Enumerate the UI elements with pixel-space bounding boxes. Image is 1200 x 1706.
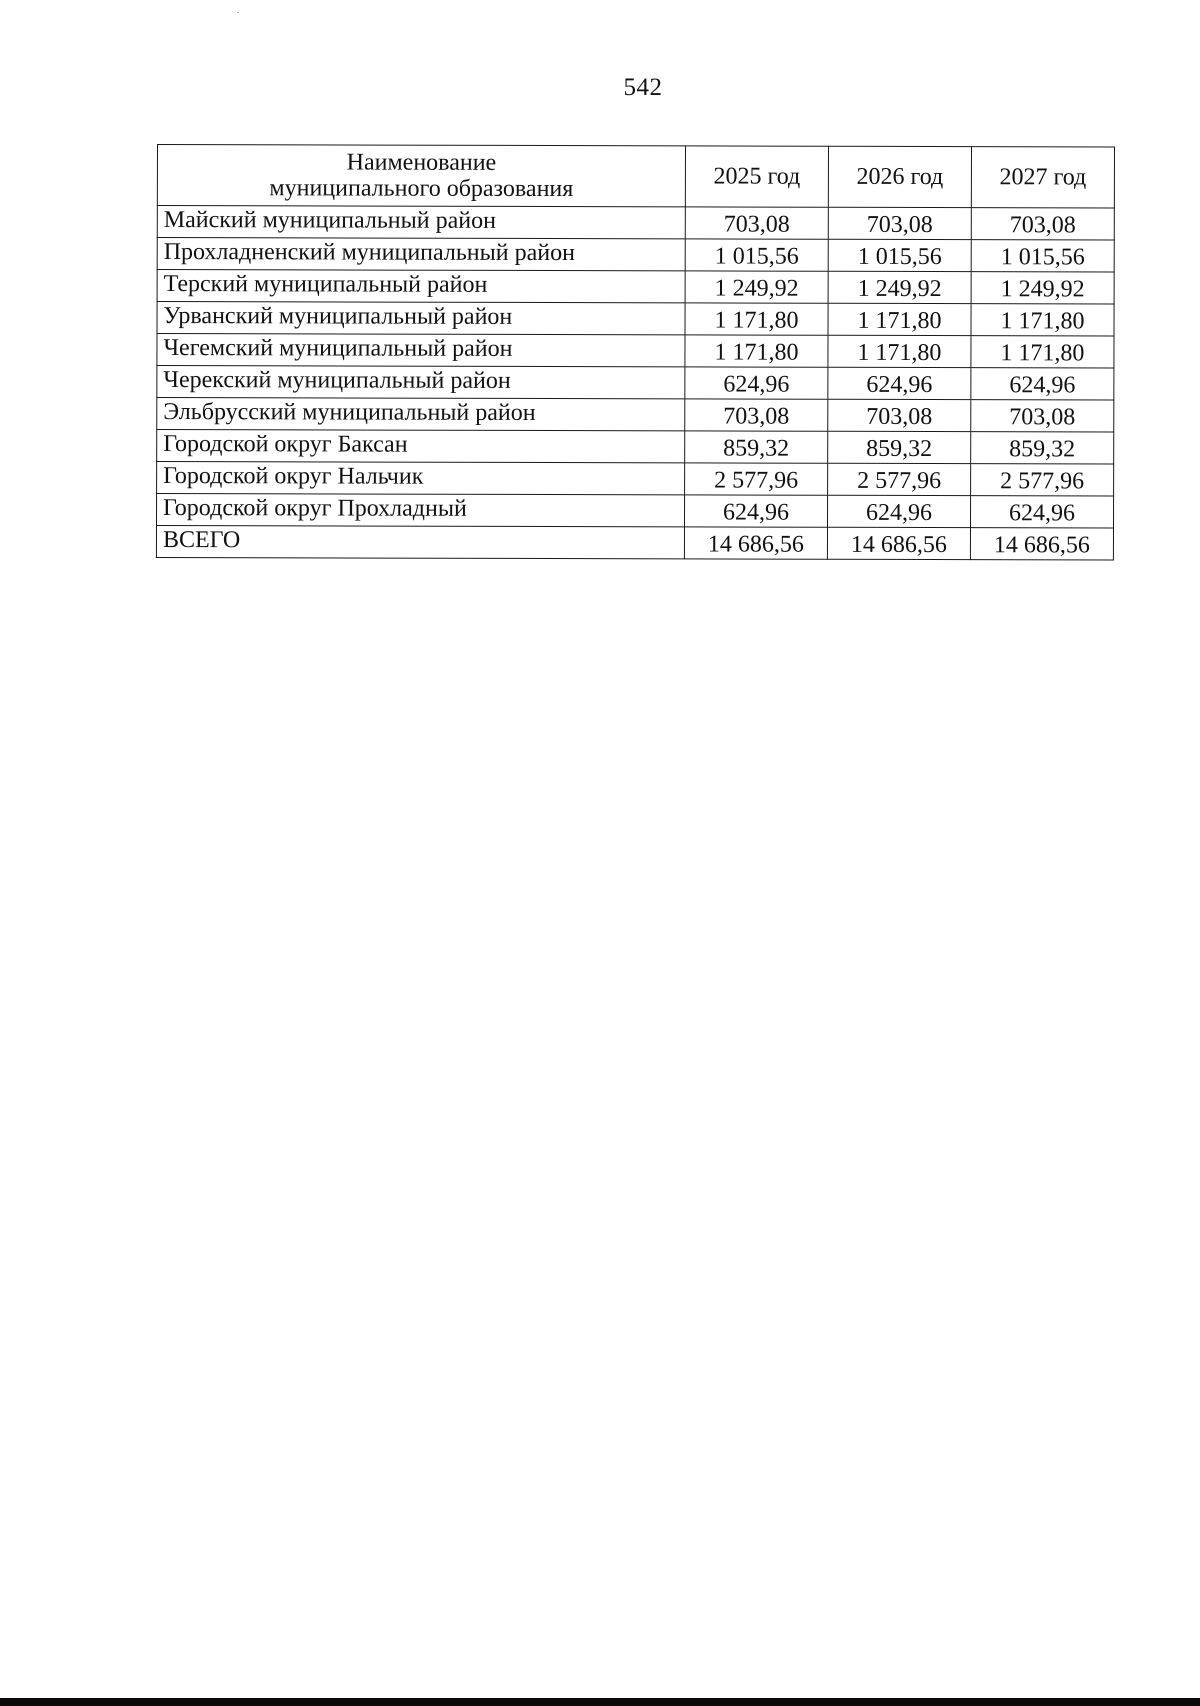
header-year-2026: 2026 год bbox=[828, 146, 971, 207]
municipality-name: Городской округ Баксан bbox=[157, 430, 685, 463]
value-cell-2026: 703,08 bbox=[828, 207, 971, 239]
municipality-name: Эльбрусский муниципальный район bbox=[157, 398, 685, 431]
value-cell-2026: 1 015,56 bbox=[828, 239, 971, 271]
value-cell-2025: 1 171,80 bbox=[685, 303, 828, 335]
value-cell-2025: 1 171,80 bbox=[685, 335, 828, 367]
municipality-name: Черекский муниципальный район bbox=[157, 366, 685, 399]
value-cell-2027: 1 171,80 bbox=[971, 336, 1114, 368]
value-cell-2026: 1 171,80 bbox=[828, 335, 971, 367]
value-cell-2026: 2 577,96 bbox=[828, 463, 971, 495]
scan-speck bbox=[237, 12, 239, 13]
value-cell-2027: 1 015,56 bbox=[971, 240, 1114, 272]
table-row bbox=[157, 366, 1114, 401]
value-cell-2026: 703,08 bbox=[828, 399, 971, 431]
table-container bbox=[156, 144, 1114, 561]
municipality-name: Городской округ Прохладный bbox=[157, 494, 685, 527]
value-cell-2025: 703,08 bbox=[685, 207, 828, 239]
total-label: ВСЕГО bbox=[156, 526, 684, 559]
value-cell-2026: 1 249,92 bbox=[828, 271, 971, 303]
municipality-name: Прохладненский муниципальный район bbox=[157, 238, 685, 271]
value-cell-2027: 703,08 bbox=[971, 208, 1114, 240]
table-row bbox=[157, 206, 1114, 241]
table-row bbox=[157, 494, 1114, 529]
header-year-2025: 2025 год bbox=[685, 146, 828, 207]
table-header-row bbox=[157, 145, 1114, 209]
header-name-line2: муниципального образования bbox=[269, 175, 574, 203]
value-cell-2027: 624,96 bbox=[970, 496, 1113, 528]
value-cell-2025: 2 577,96 bbox=[685, 463, 828, 495]
value-cell-2025: 703,08 bbox=[685, 399, 828, 431]
value-cell-2027: 14 686,56 bbox=[970, 528, 1113, 560]
table-row bbox=[157, 398, 1114, 433]
municipality-name: Урванский муниципальный район bbox=[157, 302, 685, 335]
value-cell-2025: 1 015,56 bbox=[685, 239, 828, 271]
header-name-line1: Наименование bbox=[346, 149, 497, 176]
value-cell-2027: 2 577,96 bbox=[971, 464, 1114, 496]
value-cell-2026: 859,32 bbox=[828, 431, 971, 463]
table-body bbox=[156, 206, 1114, 561]
value-cell-2027: 703,08 bbox=[971, 400, 1114, 432]
value-cell-2027: 624,96 bbox=[971, 368, 1114, 400]
value-cell-2025: 14 686,56 bbox=[684, 527, 827, 559]
table-row bbox=[157, 302, 1114, 337]
value-cell-2027: 859,32 bbox=[971, 432, 1114, 464]
value-cell-2027: 1 171,80 bbox=[971, 304, 1114, 336]
value-cell-2025: 624,96 bbox=[684, 495, 827, 527]
table-row bbox=[157, 430, 1114, 465]
table-total-row bbox=[156, 526, 1113, 561]
value-cell-2025: 859,32 bbox=[685, 431, 828, 463]
municipality-name: Майский муниципальный район bbox=[157, 206, 685, 239]
value-cell-2026: 1 171,80 bbox=[828, 303, 971, 335]
municipality-name: Терский муниципальный район bbox=[157, 270, 685, 303]
scan-bottom-edge bbox=[0, 1698, 1200, 1706]
table-row bbox=[157, 238, 1114, 273]
value-cell-2025: 624,96 bbox=[685, 367, 828, 399]
table-row bbox=[157, 270, 1114, 305]
value-cell-2026: 624,96 bbox=[827, 495, 970, 527]
value-cell-2026: 624,96 bbox=[828, 367, 971, 399]
municipality-name: Городской округ Нальчик bbox=[157, 462, 685, 495]
table-row bbox=[157, 462, 1114, 497]
municipal-allocation-table bbox=[156, 144, 1115, 561]
municipality-name: Чегемский муниципальный район bbox=[157, 334, 685, 367]
value-cell-2025: 1 249,92 bbox=[685, 271, 828, 303]
header-municipality-name bbox=[157, 145, 685, 207]
value-cell-2026: 14 686,56 bbox=[827, 527, 970, 559]
page-number: 542 bbox=[623, 74, 663, 101]
value-cell-2027: 1 249,92 bbox=[971, 272, 1114, 304]
table-row bbox=[157, 334, 1114, 369]
header-year-2027: 2027 год bbox=[971, 147, 1114, 208]
